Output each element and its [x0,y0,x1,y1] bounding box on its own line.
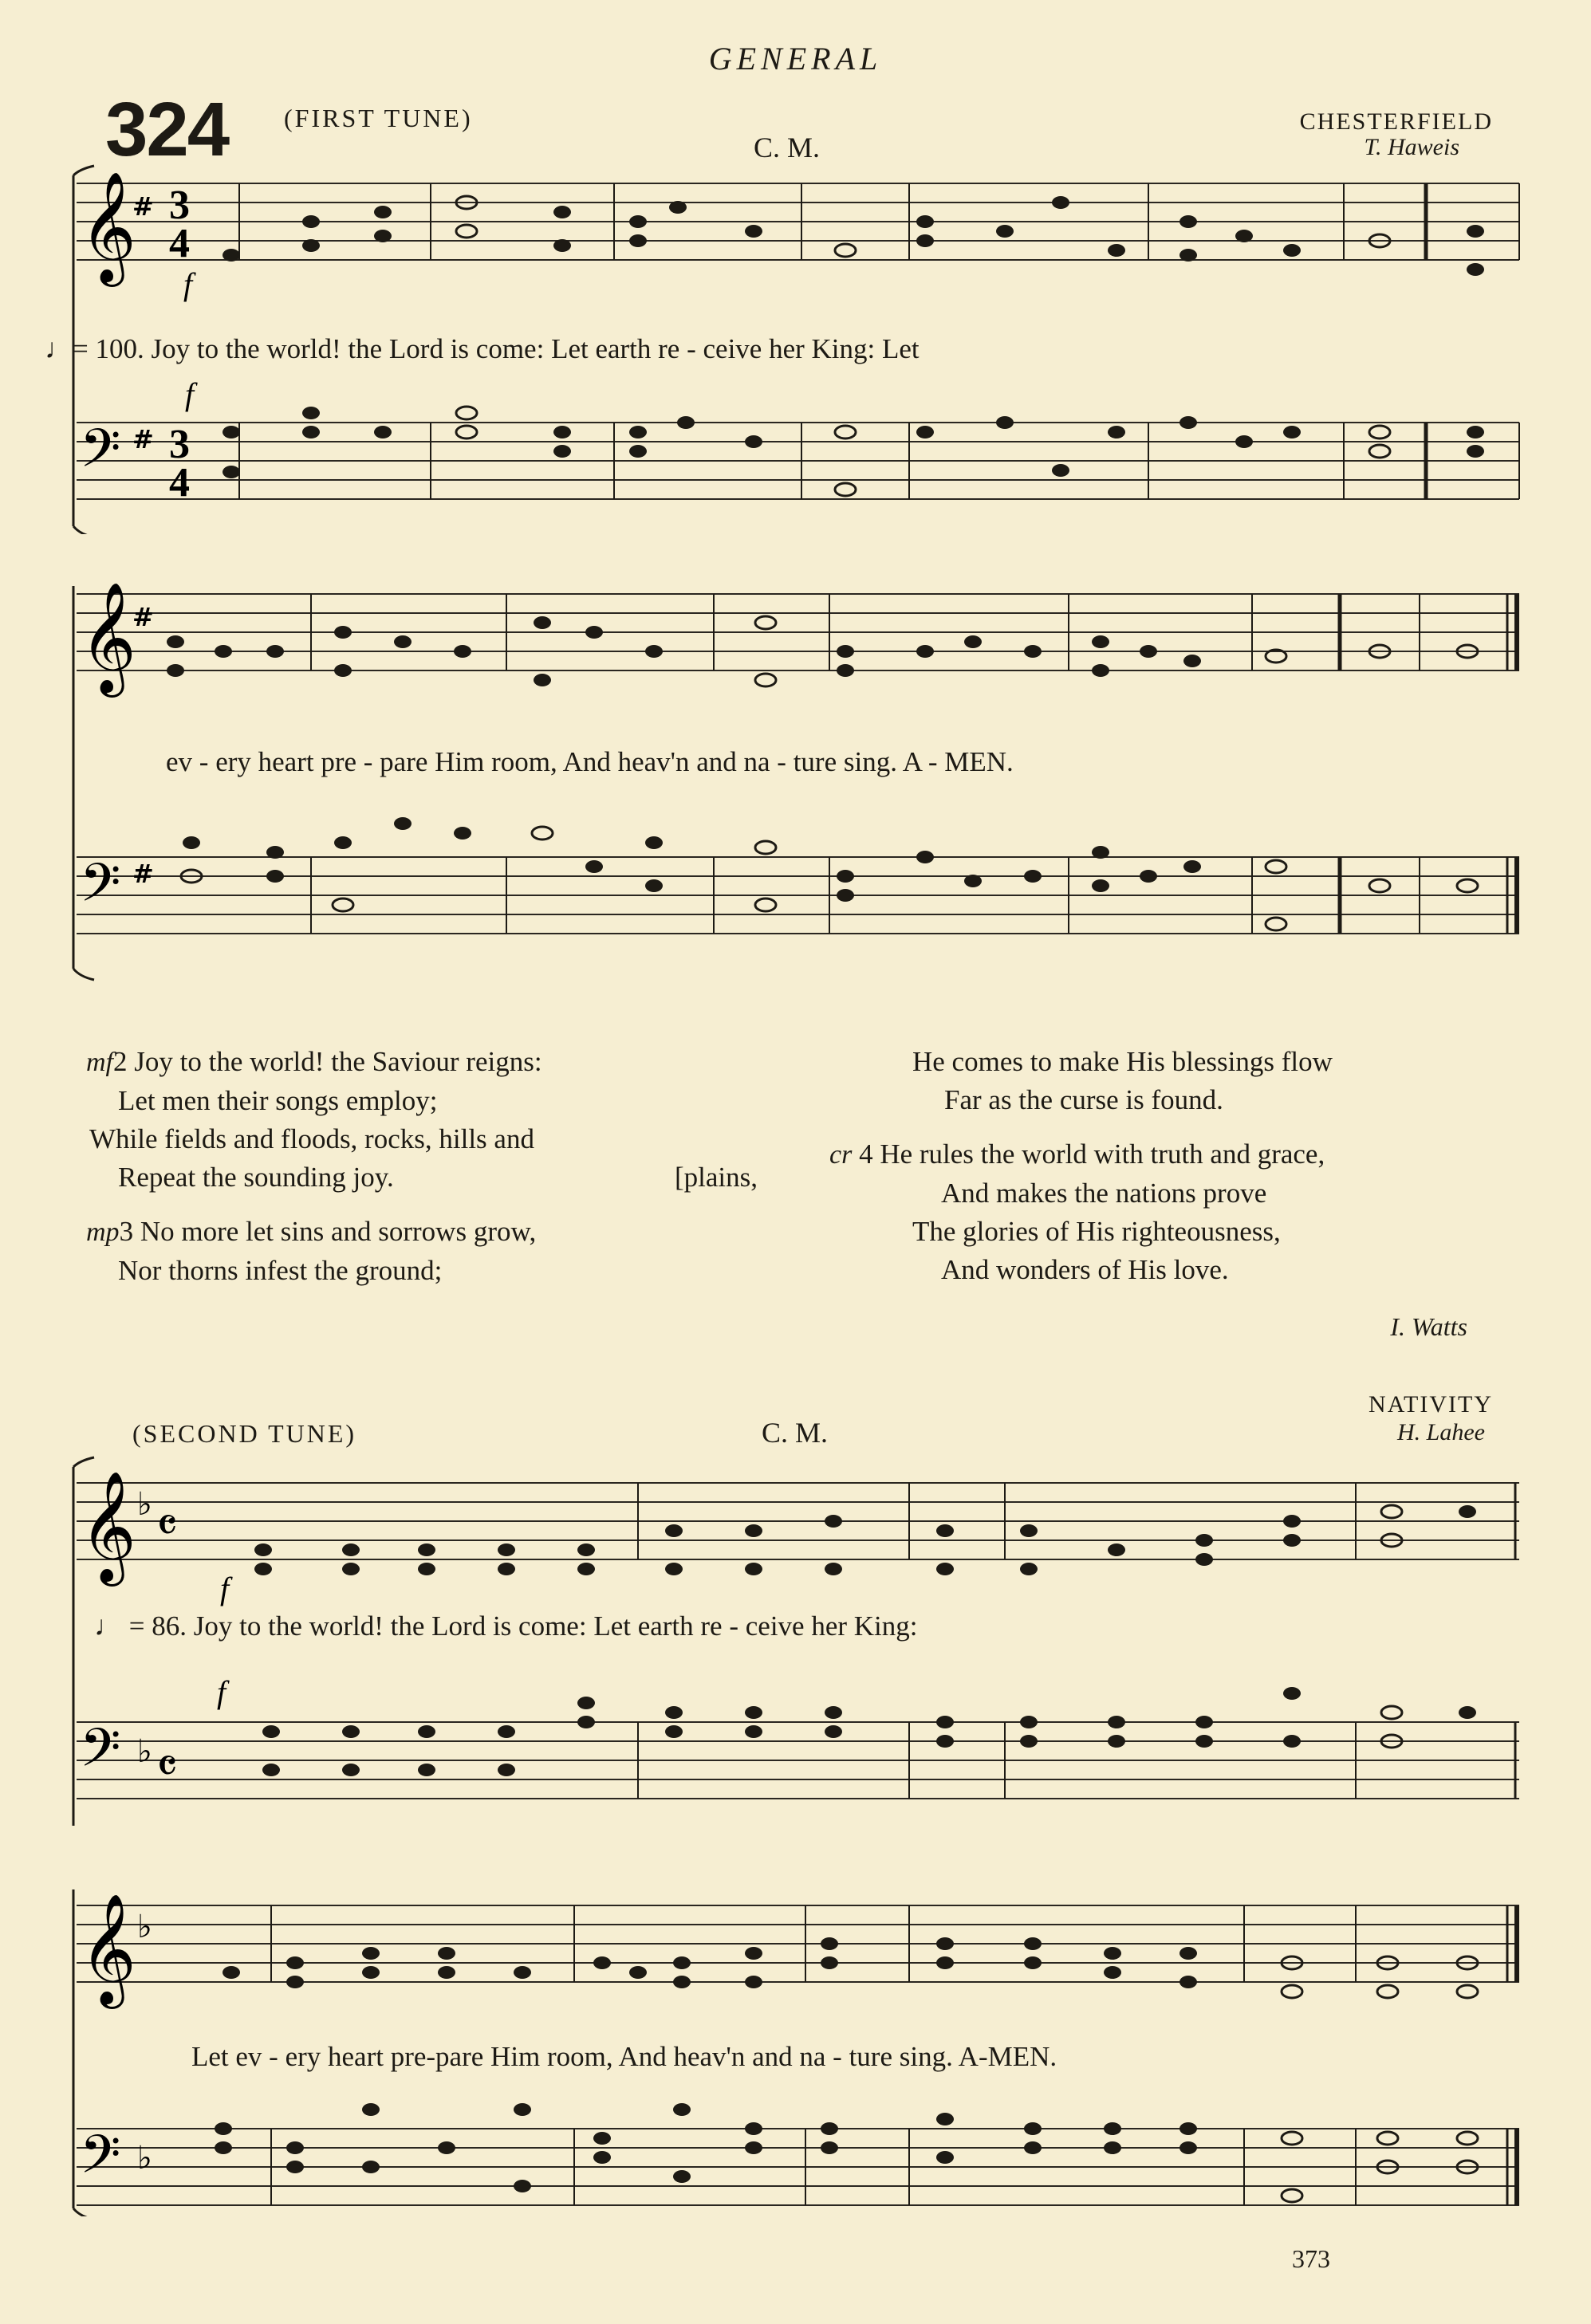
bass-staff [77,817,1519,934]
tune2-name: NATIVITY [1368,1391,1493,1418]
verse-line: Let men their songs employ; [118,1085,438,1116]
treble-clef: 𝄞 [80,1471,136,1582]
tune2-tempo: = 86. [128,1610,187,1642]
dynamic-bass: f [217,1674,226,1710]
verse-line: Far as the curse is found. [944,1084,1223,1115]
verse-line: He rules the world with truth and grace, [880,1138,1325,1170]
tune2-meter: C. M. [762,1417,829,1449]
tune1-lyrics-line2: ev - ery heart pre - pare Him room, And heav'n and na - ture sing. A - MEN. [166,746,1014,777]
verse-2 [86,1043,804,1197]
svg-text:3: 3 [169,422,190,467]
svg-text:3: 3 [169,183,190,228]
hymn-number: 324 [105,87,229,172]
treble-staff [77,582,1519,698]
bass-staff [77,2103,1519,2205]
verse-line: Repeat the sounding joy. [118,1162,394,1193]
bass-clef: 𝄢 [80,418,121,492]
bass-staff [77,1687,1519,1799]
bass-staff [77,407,1519,505]
tune2-composer: H. Lahee [1397,1419,1485,1445]
tune2-lyrics-line2: Let ev - ery heart pre-pare Him room, And heav'n and na - ture sing. A-MEN. [191,2041,1057,2072]
bass-clef: 𝄢 [80,2124,121,2198]
verse-line: No more let sins and sorrows grow, [140,1216,537,1247]
dynamic-treble: f [183,266,193,302]
section-header: GENERAL [708,41,883,77]
svg-text:#: # [132,859,154,889]
page-number: 373 [1292,2244,1330,2273]
tune1-tempo: = 100. [73,333,144,364]
verse-line: Nor thorns infest the ground; [118,1255,443,1286]
quarter-note-icon: ♩ [45,333,73,364]
tune1-tempo-lyrics-line1 [45,333,920,365]
verse-4 [829,1135,1547,1289]
treble-staff [77,171,1519,287]
verse-line: Joy to the world! the Saviour reigns: [134,1046,542,1077]
tune1-composer: T. Haweis [1364,134,1459,160]
verse-3-dynamic: mp [86,1217,120,1247]
treble-clef: 𝄞 [80,1893,136,2004]
verses-right-column [829,1043,1547,1302]
verse-line: And wonders of His love. [941,1254,1229,1285]
svg-text:♭: ♭ [137,1909,152,1945]
verse-3-number: 3 [119,1216,134,1247]
tune1-lyrics-line1: Joy to the world! the Lord is come: Let earth re - ceive her King: Let [151,333,920,364]
verse-line: And makes the nations prove [941,1178,1267,1209]
svg-text:4: 4 [169,460,190,505]
dynamic-treble: f [220,1571,230,1606]
bass-clef: 𝄢 [80,852,121,926]
treble-staff [77,1893,1519,2009]
verse-3 [86,1213,804,1290]
tune1-meter: C. M. [754,132,821,163]
tune2-label: (SECOND TUNE) [132,1419,357,1448]
verse-2-dynamic: mf [86,1048,113,1077]
svg-text:#: # [132,424,154,454]
svg-text:#: # [132,602,154,632]
treble-clef: 𝄞 [80,171,136,282]
hymn-author: I. Watts [1390,1312,1467,1341]
tune1-name: CHESTERFIELD [1299,108,1493,135]
quarter-note-icon: ♩ [94,1610,122,1642]
bass-clef: 𝄢 [80,1717,121,1791]
svg-text:#: # [132,191,154,222]
verse-line: While fields and floods, rocks, hills and [89,1123,534,1154]
tune1-system2-score [0,570,1591,1017]
treble-clef: 𝄞 [80,582,136,693]
verse-line: He comes to make His blessings flow [912,1046,1333,1077]
verse-line-wrap: [plains, [675,1162,758,1193]
svg-text:4: 4 [169,221,190,266]
svg-text:♭: ♭ [137,2140,152,2177]
verse-4-number: 4 [859,1138,873,1170]
verse-line: The glories of His righteousness, [912,1216,1281,1247]
tune2-lyrics-line1: Joy to the world! the Lord is come: Let earth re - ceive her King: [193,1610,918,1642]
verse-2-cont [829,1043,1547,1119]
svg-text:♭: ♭ [137,1733,152,1770]
treble-staff [77,1471,1519,1587]
dynamic-bass: f [185,376,195,412]
verse-2-number: 2 [113,1046,128,1077]
tune1-label: (FIRST TUNE) [284,104,473,132]
verse-4-dynamic: cr [829,1140,853,1170]
svg-text:𝄴: 𝄴 [156,1739,178,1795]
svg-text:𝄴: 𝄴 [156,1498,178,1554]
tune2-tempo-lyrics-line1 [94,1610,918,1642]
svg-text:♭: ♭ [137,1486,152,1523]
verses-left-column [86,1043,804,1303]
